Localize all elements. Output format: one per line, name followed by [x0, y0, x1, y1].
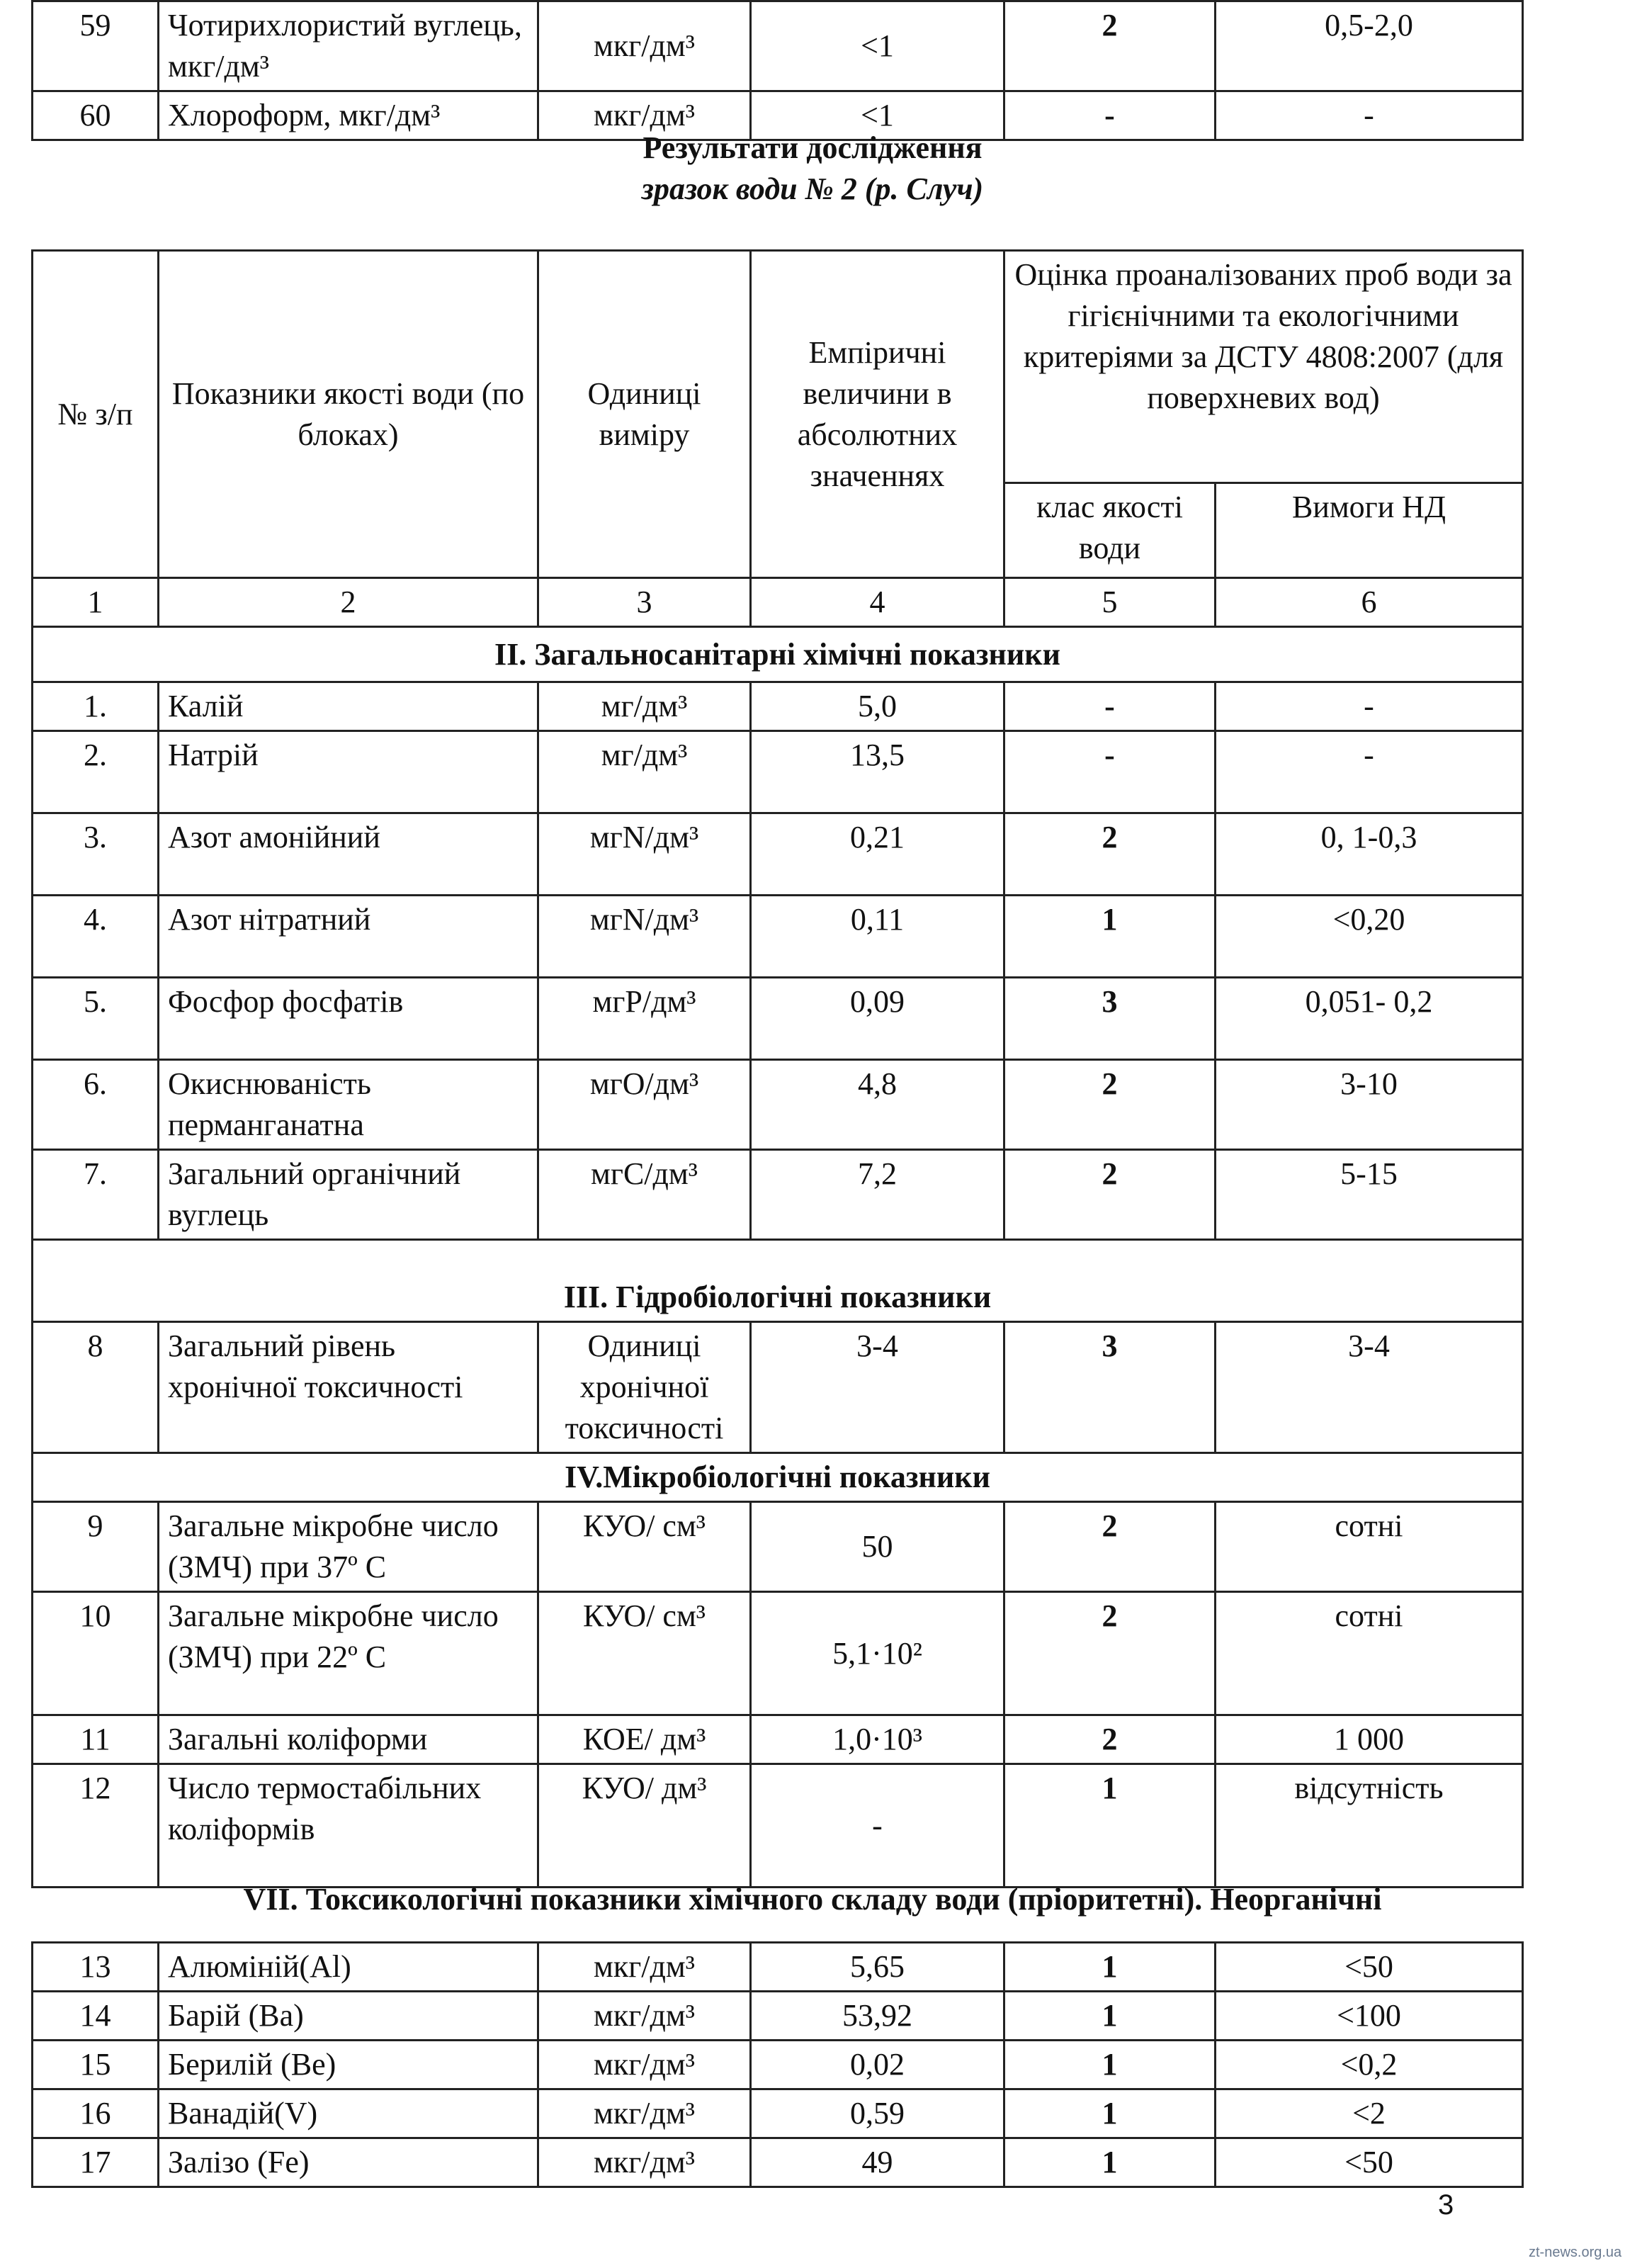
indicator-name: Загальний органічний вуглець — [159, 1150, 538, 1240]
section-title: ІІ. Загальносанітарні хімічні показники — [33, 627, 1523, 682]
section-row — [33, 627, 1523, 682]
header-quality-class: клас якості води — [1004, 483, 1216, 578]
table-row — [33, 682, 1523, 731]
table-row — [33, 1592, 1523, 1715]
row-number: 7. — [33, 1150, 159, 1240]
value: 0,09 — [751, 978, 1004, 1060]
row-number: 59 — [33, 1, 159, 91]
row-number: 16 — [33, 2089, 159, 2138]
unit: КУО/ дм³ — [538, 1764, 751, 1888]
quality-class: 1 — [1004, 2041, 1216, 2089]
unit: КУО/ см³ — [538, 1592, 751, 1715]
table-row — [33, 1060, 1523, 1150]
value: 0,02 — [751, 2041, 1004, 2089]
indicator-name: Берилій (Be) — [159, 2041, 538, 2089]
requirement: 3-4 — [1216, 1322, 1523, 1453]
quality-class: - — [1004, 731, 1216, 813]
unit: мгР/дм³ — [538, 978, 751, 1060]
table-row — [33, 1715, 1523, 1764]
header-row — [33, 251, 1523, 483]
requirement: - — [1216, 91, 1523, 140]
unit: Одиниці хронічної токсичності — [538, 1322, 751, 1453]
unit: мгС/дм³ — [538, 1150, 751, 1240]
indicator-name: Загальне мікробне число (ЗМЧ) при 22º С — [159, 1592, 538, 1715]
indicator-name: Хлороформ, мкг/дм³ — [159, 91, 538, 140]
indicator-name: Азот амонійний — [159, 813, 538, 896]
table-row — [33, 1992, 1523, 2041]
indicator-name: Натрій — [159, 731, 538, 813]
quality-class: 3 — [1004, 1322, 1216, 1453]
row-number: 6. — [33, 1060, 159, 1150]
unit: мгО/дм³ — [538, 1060, 751, 1150]
quality-class: 2 — [1004, 1502, 1216, 1592]
table-row — [33, 1764, 1523, 1888]
value: 0,21 — [751, 813, 1004, 896]
quality-class: 1 — [1004, 896, 1216, 978]
row-number: 14 — [33, 1992, 159, 2041]
requirement: 3-10 — [1216, 1060, 1523, 1150]
indicator-name: Азот нітратний — [159, 896, 538, 978]
unit: мг/дм³ — [538, 682, 751, 731]
value: <1 — [751, 1, 1004, 91]
unit: мгN/дм³ — [538, 896, 751, 978]
indicator-name: Фосфор фосфатів — [159, 978, 538, 1060]
requirement: сотні — [1216, 1502, 1523, 1592]
requirement: 0, 1-0,3 — [1216, 813, 1523, 896]
value: 5,1·10² — [751, 1592, 1004, 1715]
indicator-name: Чотирихлористий вуглець, мкг/дм³ — [159, 1, 538, 91]
row-number: 17 — [33, 2138, 159, 2187]
row-number: 2. — [33, 731, 159, 813]
table-row — [33, 1502, 1523, 1592]
value: 0,59 — [751, 2089, 1004, 2138]
table-row — [33, 896, 1523, 978]
unit: мг/дм³ — [538, 731, 751, 813]
value: 3-4 — [751, 1322, 1004, 1453]
requirement: <50 — [1216, 2138, 1523, 2187]
quality-class: 1 — [1004, 1992, 1216, 2041]
value: 5,0 — [751, 682, 1004, 731]
quality-class: 1 — [1004, 1943, 1216, 1992]
section-title: VII. Токсикологічні показники хімічного складу води (пріоритетні). Неорганічні — [243, 1882, 1382, 1917]
row-number: 11 — [33, 1715, 159, 1764]
unit: мкг/дм³ — [538, 1943, 751, 1992]
requirement: 0,051- 0,2 — [1216, 978, 1523, 1060]
table-row — [33, 978, 1523, 1060]
header-unit: Одиниці виміру — [538, 251, 751, 578]
indicator-name: Число термостабільних коліформів — [159, 1764, 538, 1888]
header-empirical: Емпіричні величини в абсолютних значеннях — [751, 251, 1004, 578]
quality-class: 2 — [1004, 1, 1216, 91]
quality-class: - — [1004, 91, 1216, 140]
quality-class: 1 — [1004, 2138, 1216, 2187]
column-number: 4 — [751, 578, 1004, 627]
value: 13,5 — [751, 731, 1004, 813]
table-row — [33, 2138, 1523, 2187]
row-number: 12 — [33, 1764, 159, 1888]
row-number: 60 — [33, 91, 159, 140]
indicator-name: Калій — [159, 682, 538, 731]
section-row — [33, 1240, 1523, 1322]
requirement: 0,5-2,0 — [1216, 1, 1523, 91]
requirement: <50 — [1216, 1943, 1523, 1992]
table-row — [33, 1943, 1523, 1992]
watermark: zt-news.org.ua — [1529, 2245, 1622, 2260]
value: <1 — [751, 91, 1004, 140]
value: 7,2 — [751, 1150, 1004, 1240]
table-row — [33, 731, 1523, 813]
unit: мкг/дм³ — [538, 91, 751, 140]
requirement: <2 — [1216, 2089, 1523, 2138]
section-row — [33, 1453, 1523, 1502]
value: 50 — [751, 1502, 1004, 1592]
quality-class: 2 — [1004, 813, 1216, 896]
header-requirements: Вимоги НД — [1216, 483, 1523, 578]
indicator-name: Ванадій(V) — [159, 2089, 538, 2138]
value: 5,65 — [751, 1943, 1004, 1992]
requirement: 5-15 — [1216, 1150, 1523, 1240]
page-number: 3 — [1438, 2189, 1454, 2221]
column-number: 6 — [1216, 578, 1523, 627]
row-number: 15 — [33, 2041, 159, 2089]
row-number: 4. — [33, 896, 159, 978]
requirement: <0,2 — [1216, 2041, 1523, 2089]
indicator-name: Алюміній(Al) — [159, 1943, 538, 1992]
value: 49 — [751, 2138, 1004, 2187]
quality-class: 2 — [1004, 1715, 1216, 1764]
requirement: <0,20 — [1216, 896, 1523, 978]
results-table — [31, 249, 1524, 1888]
indicator-name: Загальне мікробне число (ЗМЧ) при 37º С — [159, 1502, 538, 1592]
quality-class: 1 — [1004, 1764, 1216, 1888]
requirement: <100 — [1216, 1992, 1523, 2041]
table-row — [33, 2041, 1523, 2089]
value: 4,8 — [751, 1060, 1004, 1150]
requirement: відсутність — [1216, 1764, 1523, 1888]
requirement: - — [1216, 682, 1523, 731]
value: 0,11 — [751, 896, 1004, 978]
unit: мгN/дм³ — [538, 813, 751, 896]
column-number: 1 — [33, 578, 159, 627]
quality-class: - — [1004, 682, 1216, 731]
unit: мкг/дм³ — [538, 2138, 751, 2187]
row-number: 8 — [33, 1322, 159, 1453]
row-number: 13 — [33, 1943, 159, 1992]
table-row — [33, 813, 1523, 896]
row-number: 10 — [33, 1592, 159, 1715]
header-number: № з/п — [33, 251, 159, 578]
unit: мкг/дм³ — [538, 2089, 751, 2138]
value: - — [751, 1764, 1004, 1888]
value: 53,92 — [751, 1992, 1004, 2041]
unit: мкг/дм³ — [538, 1992, 751, 2041]
column-number: 3 — [538, 578, 751, 627]
requirement: сотні — [1216, 1592, 1523, 1715]
results-title: Результати дослідження — [642, 130, 983, 165]
table-row — [33, 1, 1523, 91]
indicator-name: Загальні коліформи — [159, 1715, 538, 1764]
section-title: IV.Мікробіологічні показники — [33, 1453, 1523, 1502]
requirement: 1 000 — [1216, 1715, 1523, 1764]
quality-class: 2 — [1004, 1592, 1216, 1715]
requirement: - — [1216, 731, 1523, 813]
table-row — [33, 1150, 1523, 1240]
table-row — [33, 2089, 1523, 2138]
row-number: 3. — [33, 813, 159, 896]
indicator-name: Окиснюваність перманганатна — [159, 1060, 538, 1150]
indicator-name: Барій (Ba) — [159, 1992, 538, 2041]
table-row — [33, 1322, 1523, 1453]
value: 1,0·10³ — [751, 1715, 1004, 1764]
column-number-row — [33, 578, 1523, 627]
row-number: 5. — [33, 978, 159, 1060]
unit: мкг/дм³ — [538, 1, 751, 91]
column-number: 5 — [1004, 578, 1216, 627]
header-indicator: Показники якості води (по блоках) — [159, 251, 538, 578]
quality-class: 2 — [1004, 1150, 1216, 1240]
row-number: 1. — [33, 682, 159, 731]
indicator-name: Загальний рівень хронічної токсичності — [159, 1322, 538, 1453]
unit: мкг/дм³ — [538, 2041, 751, 2089]
sample-subtitle: зразок води № 2 (р. Случ) — [641, 171, 984, 206]
toxicology-table — [31, 1941, 1524, 2188]
top-continuation-table — [31, 0, 1524, 141]
row-number: 9 — [33, 1502, 159, 1592]
unit: КУО/ см³ — [538, 1502, 751, 1592]
column-number: 2 — [159, 578, 538, 627]
header-assessment: Оцінка проаналізованих проб води за гігієнічними та екологічними критеріями за ДСТУ 4808:2007 (для поверхневих вод) — [1004, 251, 1523, 483]
quality-class: 1 — [1004, 2089, 1216, 2138]
quality-class: 2 — [1004, 1060, 1216, 1150]
section-title: ІІІ. Гідробіологічні показники — [33, 1240, 1523, 1322]
unit: КОЕ/ дм³ — [538, 1715, 751, 1764]
quality-class: 3 — [1004, 978, 1216, 1060]
indicator-name: Залізо (Fe) — [159, 2138, 538, 2187]
